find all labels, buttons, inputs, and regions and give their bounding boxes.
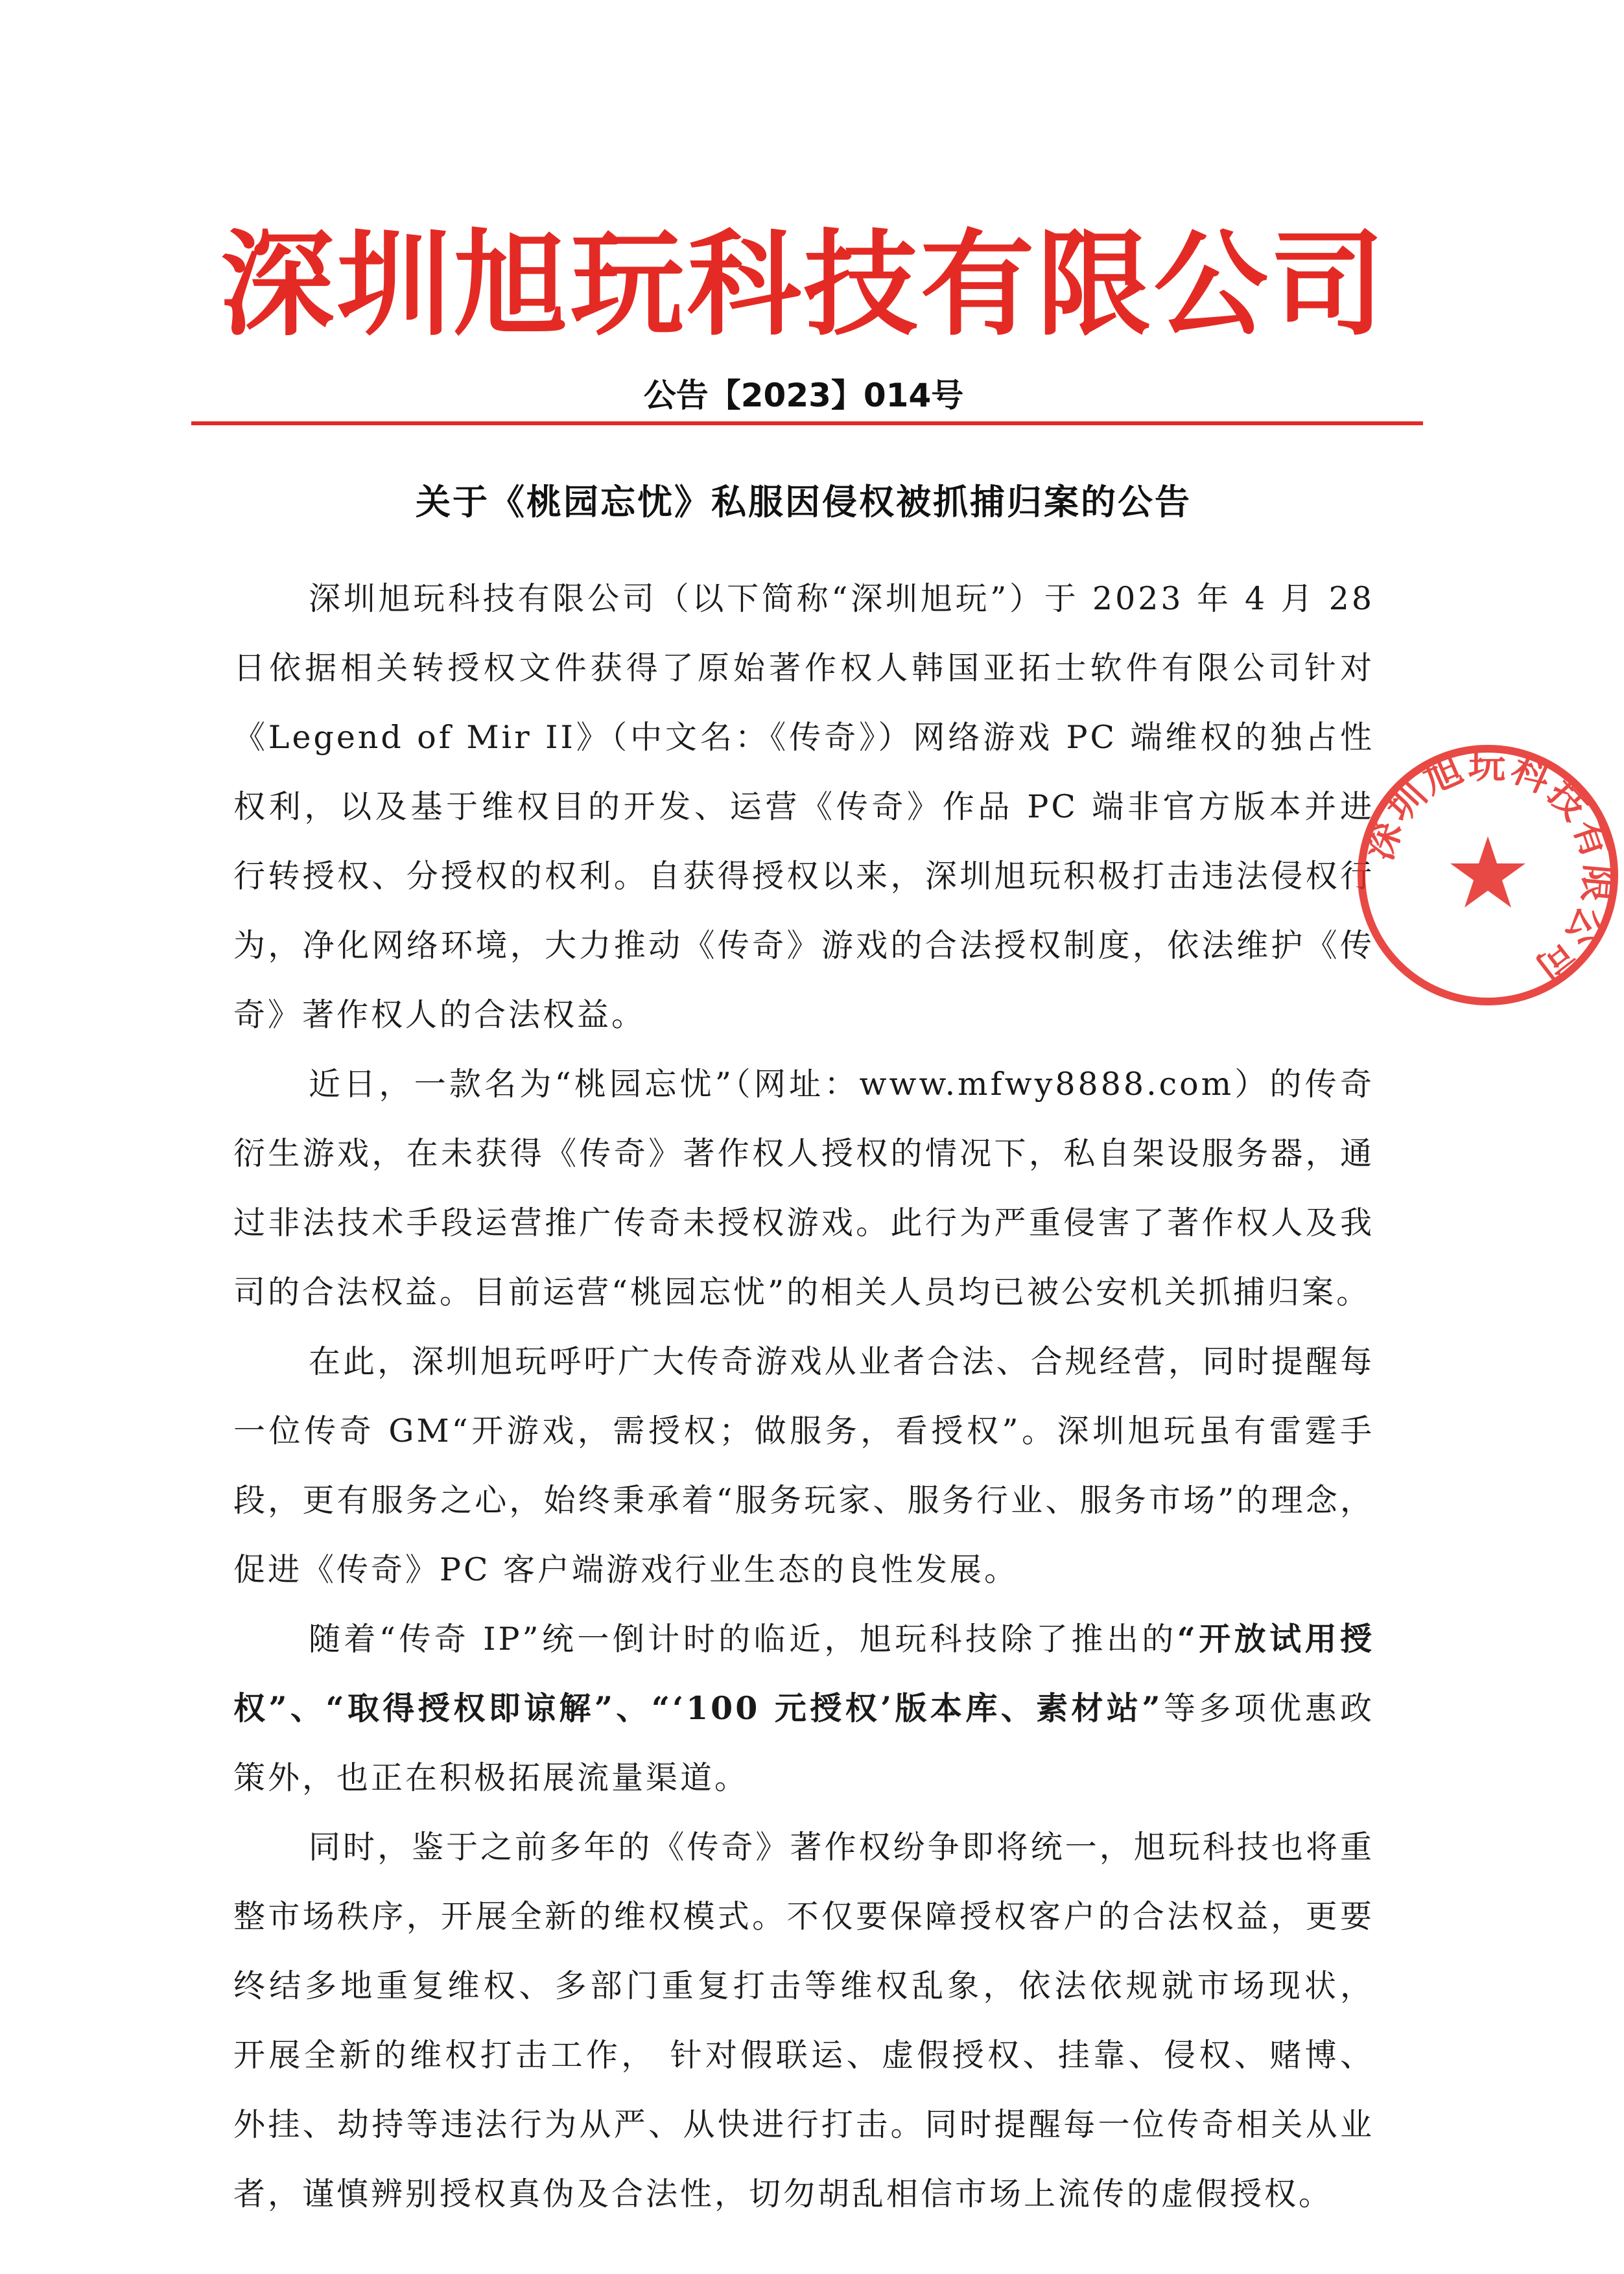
paragraph-4-highlight: “开放试用授权”、“取得授权即谅解”、“‘100 元授权’版本库、素材站” bbox=[233, 1620, 1374, 1727]
paragraph-4-post: 等多项优惠政策外，也正在积极拓展流量渠道。 bbox=[233, 1690, 1374, 1796]
paragraph-3: 在此，深圳旭玩呼吁广大传奇游戏从业者合法、合规经营，同时提醒每一位传奇 GM“开游戏，需授权；做服务，看授权”。深圳旭玩虽有雷霆手段，更有服务之心，始终秉承着“服务玩家、服务行业、服务市场”的理念，促进《传奇》PC 客户端游戏行业生态的良性发展。 bbox=[233, 1343, 1374, 1588]
document-number: 公告【2023】014号 bbox=[643, 377, 964, 414]
header-divider bbox=[191, 421, 1423, 425]
company-seal-icon bbox=[1352, 739, 1624, 1011]
seal-text: 深圳旭玩科技有限公司 bbox=[1356, 742, 1621, 992]
notice-body bbox=[233, 564, 1374, 2229]
paragraph-4 bbox=[233, 1604, 1374, 1812]
paragraph-5: 同时，鉴于之前多年的《传奇》著作权纷争即将统一，旭玩科技也将重整市场秩序，开展全新的维权模式。不仅要保障授权客户的合法权益，更要终结多地重复维权、多部门重复打击等维权乱象，依法依规就市场现状， 开展全新的维权打击工作， 针对假联运、虚假授权、挂靠、侵权、赌博、外挂、劫持等违法行为从严、从快进行打击。同时提醒每一位传奇相关从业者，谨慎辨别授权真伪及合法性，切勿胡乱相信市场上流传的虚假授权。 bbox=[233, 1829, 1374, 2212]
paragraph-2: 近日，一款名为“桃园忘忧”（网址：www.mfwy8888.com）的传奇衍生游戏，在未获得《传奇》著作权人授权的情况下，私自架设服务器，通过非法技术手段运营推广传奇未授权游戏。此行为严重侵害了著作权人及我司的合法权益。目前运营“桃园忘忧”的相关人员均已被公安机关抓捕归案。 bbox=[233, 1066, 1374, 1311]
notice-title: 关于《桃园忘忧》私服因侵权被抓捕归案的公告 bbox=[416, 482, 1192, 522]
paragraph-4-pre: 随着“传奇 IP”统一倒计时的临近，旭玩科技除了推出的 bbox=[309, 1621, 1177, 1658]
paragraph-1: 深圳旭玩科技有限公司（以下简称“深圳旭玩”）于 2023 年 4 月 28 日依据相关转授权文件获得了原始著作权人韩国亚拓士软件有限公司针对《Legend of Mir II》（中文名：《传奇》）网络游戏 PC 端维权的独占性权利，以及基于维权目的开发、运营《传奇》作品 PC 端非官方版本并进行转授权、分授权的权利。自获得授权以来，深圳旭玩积极打击违法侵权行为，净化网络环境，大力推动《传奇》游戏的合法授权制度，依法维护《传奇》著作权人的合法权益。 bbox=[233, 580, 1374, 1033]
company-name-header: 深圳旭玩科技有限公司 bbox=[220, 218, 1387, 351]
